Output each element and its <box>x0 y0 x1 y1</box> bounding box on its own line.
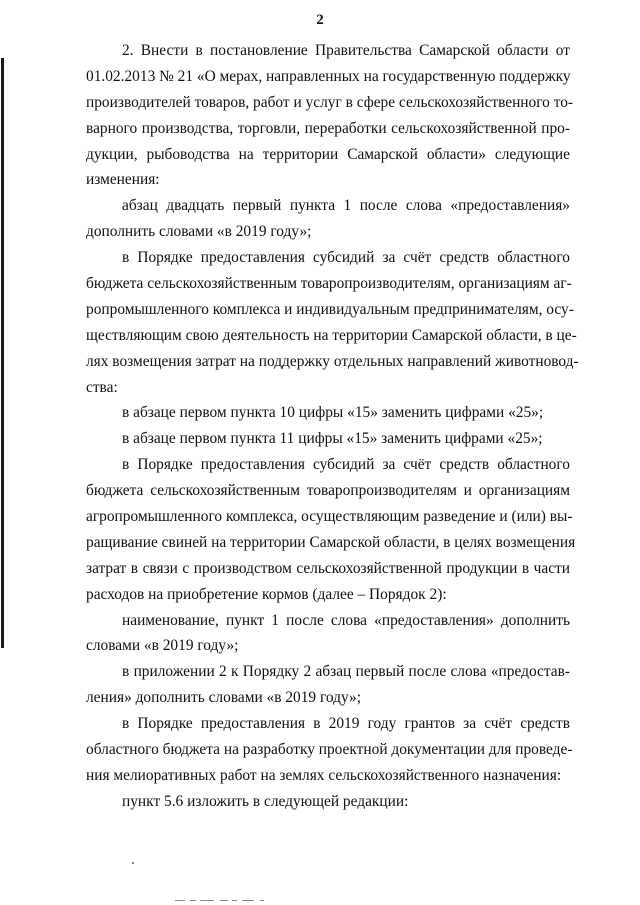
text-line: в абзаце первом пункта 11 цифры «15» заменить цифрами «25»; <box>122 430 543 448</box>
scan-speck <box>132 862 134 864</box>
text-line: в приложении 2 к Порядку 2 абзац первый после слова «предостав- <box>122 663 570 681</box>
text-line: ществляющим свою деятельность на территории Самарской области, в це- <box>86 326 577 344</box>
text-line: в абзаце первом пункта 10 цифры «15» заменить цифрами «25»; <box>122 404 544 422</box>
paragraph-livestock-procedure <box>86 245 579 400</box>
text-line: изменения: <box>86 171 160 189</box>
text-line: затрат в связи с производством сельскохозяйственной продукции в части <box>86 559 570 577</box>
text-line: производителей товаров, работ и услуг в сфере сельскохозяйственного то- <box>86 93 574 111</box>
page-number: 2 <box>316 12 324 28</box>
scan-bottom-artifact <box>0 896 640 905</box>
paragraph-amendment-intro <box>86 38 574 193</box>
text-line: бюджета сельскохозяйственным товаропроизводителям и организациям <box>86 482 570 500</box>
text-line: ращивание свиней на территории Самарской области, в целях возмещения <box>86 533 576 551</box>
text-line: дополнить словами «в 2019 году»; <box>86 223 312 241</box>
paragraph-item-10-amendment <box>86 400 570 426</box>
scan-edge-bar <box>1 58 4 648</box>
paragraph-item-11-amendment <box>86 426 570 452</box>
text-line: лях возмещения затрат на поддержку отдельных направлений животновод- <box>86 352 579 370</box>
text-line: ства: <box>86 378 118 396</box>
text-line: 01.02.2013 № 21 «О мерах, направленных на государственную поддержку <box>86 67 571 85</box>
text-line: в Порядке предоставления субсидий за счёт средств областного <box>122 456 570 474</box>
text-line: ропромышленного комплекса и индивидуальным предпринимателям, осу- <box>86 300 574 318</box>
paragraph-title-amendment <box>86 608 570 660</box>
paragraph-item-5-6-new-wording <box>86 789 570 815</box>
text-line: абзац двадцать первый пункта 1 после слова «предоставления» <box>122 197 570 215</box>
paragraph-grants-procedure <box>86 711 573 789</box>
paragraph-appendix-2-amendment <box>86 659 570 711</box>
text-line: областного бюджета на разработку проектной документации для проведе- <box>86 741 573 759</box>
text-line: агропромышленного комплекса, осуществляющим разведение и (или) вы- <box>86 508 573 526</box>
text-line: 2. Внести в постановление Правительства Самарской области от <box>122 42 570 59</box>
text-line: в Порядке предоставления в 2019 году грантов за счёт средств <box>122 715 570 733</box>
text-line: наименование, пункт 1 после слова «предоставления» дополнить <box>122 611 570 629</box>
paragraph-pig-procedure <box>86 452 576 607</box>
text-line: варного производства, торговли, переработки сельскохозяйственной про- <box>86 119 570 137</box>
paragraph-item-1-amendment <box>86 193 570 245</box>
text-line: дукции, рыбоводства на территории Самарской области» следующие <box>86 145 570 163</box>
text-line: ния мелиоративных работ на землях сельскохозяйственного назначения: <box>86 766 562 784</box>
text-line: бюджета сельскохозяйственным товаропроизводителям, организациям аг- <box>86 275 572 293</box>
text-line: расходов на приобретение кормов (далее – Порядок 2): <box>86 585 447 603</box>
text-line: ления» дополнить словами «в 2019 году»; <box>86 689 362 707</box>
text-line: пункт 5.6 изложить в следующей редакции: <box>122 792 409 810</box>
text-line: в Порядке предоставления субсидий за счёт средств областного <box>122 249 570 267</box>
document-body <box>86 38 579 815</box>
text-line: словами «в 2019 году»; <box>86 637 239 655</box>
